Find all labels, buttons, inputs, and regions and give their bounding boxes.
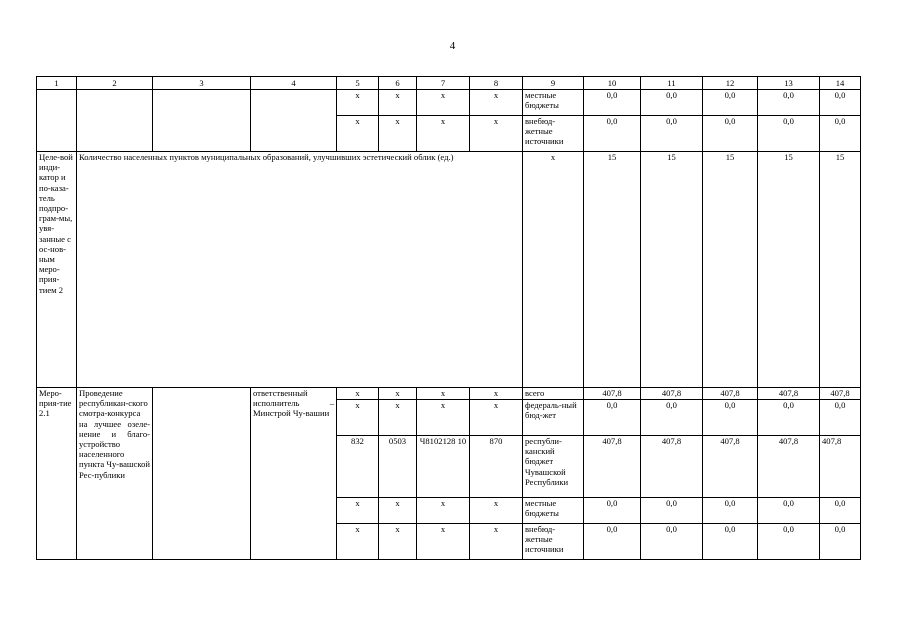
- value-cell: 15: [820, 152, 861, 388]
- value-cell: 0,0: [820, 524, 861, 560]
- indicator-text: Количество населенных пунктов муниципальных образований, улучшивших эстетический облик (ед.): [77, 152, 523, 388]
- header-cell: 13: [758, 77, 820, 90]
- code-cell: х: [470, 498, 523, 524]
- value-cell: 407,8: [641, 388, 703, 400]
- header-cell: 10: [584, 77, 641, 90]
- code-cell: 832: [337, 436, 379, 498]
- value-cell: 0,0: [703, 90, 758, 116]
- funding-source: местные бюджеты: [523, 90, 584, 116]
- indicator-row: [37, 152, 861, 388]
- code-cell: х: [470, 388, 523, 400]
- code-cell: х: [337, 90, 379, 116]
- value-cell: 15: [641, 152, 703, 388]
- code-cell: х: [379, 498, 417, 524]
- header-cell: 2: [77, 77, 153, 90]
- value-cell: 0,0: [641, 524, 703, 560]
- value-cell: 407,8: [703, 436, 758, 498]
- header-cell: 5: [337, 77, 379, 90]
- value-cell: 15: [703, 152, 758, 388]
- empty-cell: [77, 90, 153, 152]
- code-cell: х: [523, 152, 584, 388]
- value-cell: 0,0: [641, 116, 703, 152]
- page-number: 4: [449, 40, 456, 52]
- header-cell: 6: [379, 77, 417, 90]
- value-cell: 0,0: [703, 400, 758, 436]
- value-cell: 407,8: [703, 388, 758, 400]
- empty-cell: [153, 90, 251, 152]
- value-cell: 0,0: [584, 400, 641, 436]
- code-cell: 0503: [379, 436, 417, 498]
- empty-cell: [153, 388, 251, 560]
- code-cell: х: [379, 116, 417, 152]
- value-cell: 407,8: [758, 388, 820, 400]
- funding-source: внебюд-жетные источники: [523, 524, 584, 560]
- funding-source: республи-канский бюджет Чувашской Республики: [523, 436, 584, 498]
- measure-executor: ответственный исполнитель – Минстрой Чу-вашии: [251, 388, 337, 560]
- code-cell: Ч8102128 10: [417, 436, 470, 498]
- value-cell: 0,0: [584, 524, 641, 560]
- code-cell: х: [470, 524, 523, 560]
- value-cell: 0,0: [703, 524, 758, 560]
- header-cell: 1: [37, 77, 77, 90]
- code-cell: х: [470, 400, 523, 436]
- code-cell: х: [379, 524, 417, 560]
- budget-table: [36, 76, 861, 560]
- header-cell: 3: [153, 77, 251, 90]
- value-cell: 407,8: [758, 436, 820, 498]
- value-cell: 0,0: [758, 524, 820, 560]
- code-cell: х: [337, 400, 379, 436]
- code-cell: х: [417, 90, 470, 116]
- value-cell: 0,0: [703, 498, 758, 524]
- funding-source: федераль-ный бюд-жет: [523, 400, 584, 436]
- value-cell: 407,8: [584, 388, 641, 400]
- header-cell: 4: [251, 77, 337, 90]
- code-cell: х: [417, 498, 470, 524]
- code-cell: х: [337, 524, 379, 560]
- table-row: [37, 388, 861, 400]
- value-cell: 0,0: [584, 90, 641, 116]
- code-cell: х: [379, 388, 417, 400]
- header-cell: 11: [641, 77, 703, 90]
- measure-name: Проведение республикан-ского смотра-конкурса на лучшее озеле-нение и благо-устройство населенного пункта Чу-вашской Рес-публики: [77, 388, 153, 560]
- funding-source: местные бюджеты: [523, 498, 584, 524]
- measure-label: Меро-прия-тие 2.1: [37, 388, 77, 560]
- code-cell: х: [379, 90, 417, 116]
- header-cell: 12: [703, 77, 758, 90]
- value-cell: 0,0: [584, 116, 641, 152]
- value-cell: 0,0: [758, 116, 820, 152]
- value-cell: 0,0: [641, 400, 703, 436]
- code-cell: х: [417, 388, 470, 400]
- table-row: [37, 90, 861, 116]
- value-cell: 0,0: [758, 498, 820, 524]
- code-cell: 870: [470, 436, 523, 498]
- header-cell: 9: [523, 77, 584, 90]
- value-cell: 15: [584, 152, 641, 388]
- value-cell: 0,0: [584, 498, 641, 524]
- code-cell: х: [417, 116, 470, 152]
- header-row: [37, 77, 861, 90]
- header-cell: 7: [417, 77, 470, 90]
- value-cell: 0,0: [820, 90, 861, 116]
- value-cell: 0,0: [641, 498, 703, 524]
- header-cell: 8: [470, 77, 523, 90]
- header-cell: 14: [820, 77, 861, 90]
- indicator-label: Целе-вой инди-катор и по-каза-тель подпро-грам-мы, увя-занные с ос-нов-ным меро-прия-тием 2: [37, 152, 77, 388]
- value-cell: 0,0: [820, 498, 861, 524]
- code-cell: х: [470, 116, 523, 152]
- code-cell: х: [470, 90, 523, 116]
- value-cell: 0,0: [758, 90, 820, 116]
- empty-cell: [37, 90, 77, 152]
- code-cell: х: [337, 388, 379, 400]
- value-cell: 0,0: [703, 116, 758, 152]
- value-cell: 407,8: [820, 388, 861, 400]
- code-cell: х: [337, 116, 379, 152]
- code-cell: х: [337, 498, 379, 524]
- value-cell: 0,0: [820, 116, 861, 152]
- code-cell: х: [417, 524, 470, 560]
- value-cell: 407,8: [584, 436, 641, 498]
- funding-source: всего: [523, 388, 584, 400]
- code-cell: х: [417, 400, 470, 436]
- value-cell: 0,0: [641, 90, 703, 116]
- value-cell: 0,0: [820, 400, 861, 436]
- value-cell: 407,8: [820, 436, 861, 498]
- funding-source: внебюд-жетные источники: [523, 116, 584, 152]
- code-cell: х: [379, 400, 417, 436]
- value-cell: 0,0: [758, 400, 820, 436]
- value-cell: 407,8: [641, 436, 703, 498]
- value-cell: 15: [758, 152, 820, 388]
- empty-cell: [251, 90, 337, 152]
